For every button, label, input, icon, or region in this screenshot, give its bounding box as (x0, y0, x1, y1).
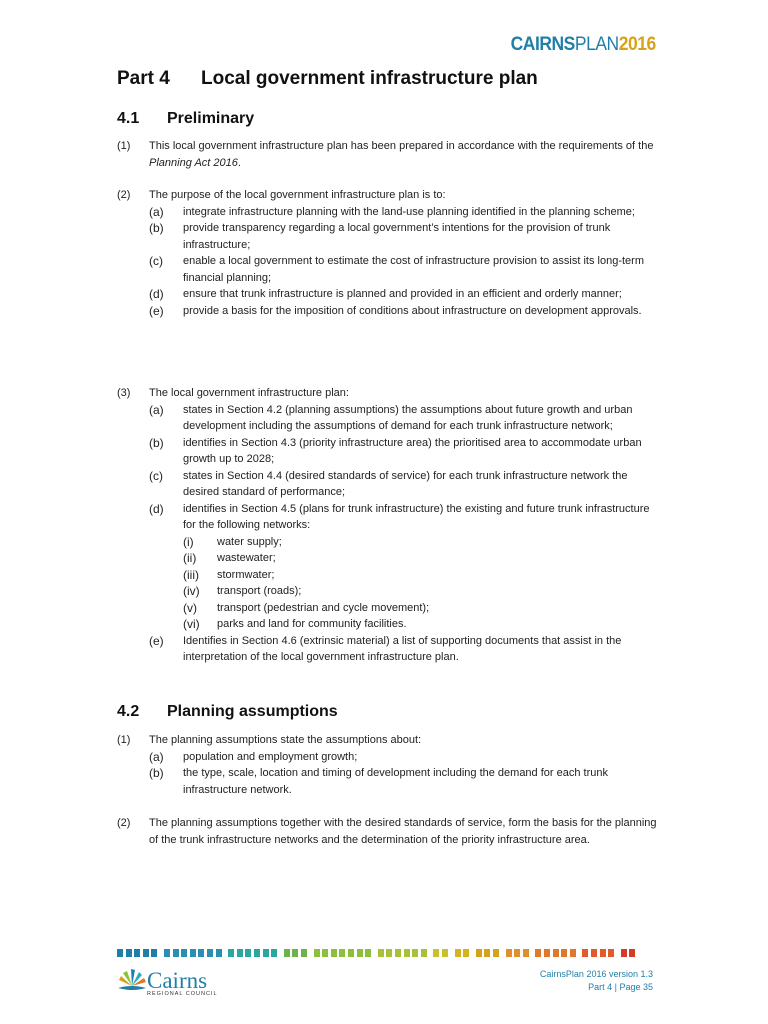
colour-square (151, 949, 157, 957)
list-item: (b) provide transparency regarding a local government’s intentions for the provision of trunk infrastructure; (149, 221, 611, 251)
colour-square (245, 949, 251, 957)
colour-square (181, 949, 187, 957)
colour-square (357, 949, 363, 957)
network-item: (v) transport (pedestrian and cycle movement); (183, 600, 430, 615)
list-item: (b) the type, scale, location and timing of development including the demand for each trunk infrastructure network. (149, 766, 608, 796)
colour-square (535, 949, 541, 957)
paragraph-3: (3) The local government infrastructure plan: (a) states in Section 4.2 (planning assumptions) the assumptions about future growth and urban development including the assumptions of demand for each trunk infrastructure network; (b) identifies in Section 4.3 (priority infrastructure area) the prioritised area to accommodate urban growth up to 2028; (c) states in Section 4.4 (desired standards of service) for each trunk infrastructure network the desired standard of performance; (d) identifies in Section 4.5 (plans for trunk infrastructure) the existing and future trunk infrastructure for the following networks: (i) water supply; (ii) wastewater; (iii) stormwater; (iv) transport (roads); (v) transport (pedestrian and cycle movement); (vi) parks and land for community facilities. (e) Identifies in Section 4.6 (extrinsic material) a list of supporting documents that assist in the interpretation of the local government infrastructure plan. (117, 385, 657, 666)
colour-square (292, 949, 298, 957)
paragraph-q1: (1) The planning assumptions state the assumptions about: (a) population and employment growth; (b) the type, scale, location and timing of development including the demand for each trunk infrastructure network. (117, 732, 657, 798)
colour-square (365, 949, 371, 957)
part-heading (117, 68, 538, 90)
colour-square (395, 949, 401, 957)
paragraph-2: (2) The purpose of the local government infrastructure plan is to: (a) integrate infrastructure planning with the land-use planning identified in the planning scheme; (b) provide transparency regarding a local government’s intentions for the provision of trunk infrastructure; (c) enable a local government to estimate the cost of infrastructure provision to assist its long-term financial planning; (d) ensure that trunk infrastructure is planned and provided in an efficient and orderly manner; (e) provide a basis for the imposition of conditions about infrastructure on development approvals. (117, 187, 657, 319)
list-item: (c) states in Section 4.4 (desired standards of service) for each trunk infrastructure network the desired standard of performance; (149, 468, 628, 498)
colour-square (591, 949, 597, 957)
colour-square (404, 949, 410, 957)
list-item: (b) identifies in Section 4.3 (priority infrastructure area) the prioritised area to accommodate urban growth up to 2028; (149, 435, 642, 465)
colour-square (386, 949, 392, 957)
colour-square (134, 949, 140, 957)
colour-square (514, 949, 520, 957)
paragraph-q2: (2) The planning assumptions together with the desired standards of service, form the basis for the planning of the trunk infrastructure networks and the determination of the priority infrastructure area. (117, 817, 657, 846)
network-item: (vi) parks and land for community facilities. (183, 617, 407, 631)
colour-square (506, 949, 512, 957)
colour-square (493, 949, 499, 957)
colour-square (271, 949, 277, 957)
colour-square (582, 949, 588, 957)
network-item: (ii) wastewater; (183, 551, 276, 565)
colour-square (301, 949, 307, 957)
part-title: Local government infrastructure plan (201, 68, 538, 89)
list-item: (d) ensure that trunk infrastructure is planned and provided in an efficient and orderly manner; (149, 287, 622, 301)
colour-square (173, 949, 179, 957)
list-item: (d) identifies in Section 4.5 (plans for trunk infrastructure) the existing and future trunk infrastructure for the following networks: (149, 501, 650, 531)
colour-square (254, 949, 260, 957)
network-item: (iii) stormwater; (183, 567, 275, 582)
colour-square (339, 949, 345, 957)
colour-square (484, 949, 490, 957)
colour-square (228, 949, 234, 957)
list-item: (a) states in Section 4.2 (planning assumptions) the assumptions about future growth and urban development including the assumptions of demand for each trunk infrastructure network; (149, 402, 633, 432)
version-text: CairnsPlan 2016 version 1.3 (539, 969, 653, 979)
list-item: (c) enable a local government to estimate the cost of infrastructure provision to assist its long-term financial planning; (149, 254, 644, 284)
colour-square (463, 949, 469, 957)
colour-square (164, 949, 170, 957)
colour-square (455, 949, 461, 957)
part-number: Part 4 (117, 68, 170, 89)
colour-square (608, 949, 614, 957)
colour-square (412, 949, 418, 957)
colour-square (216, 949, 222, 957)
colour-square (523, 949, 529, 957)
colour-square (143, 949, 149, 957)
colour-square (314, 949, 320, 957)
colour-square (421, 949, 427, 957)
list-item: (a) integrate infrastructure planning with the land-use planning identified in the planning scheme; (149, 204, 635, 219)
colour-square (544, 949, 550, 957)
colour-square (570, 949, 576, 957)
colour-square (126, 949, 132, 957)
colour-square (284, 949, 290, 957)
list-item: (e) Identifies in Section 4.6 (extrinsic material) a list of supporting documents that assist in the interpretation of the local government infrastructure plan. (149, 633, 622, 663)
list-item: (e) provide a basis for the imposition of conditions about infrastructure on development approvals. (149, 303, 642, 318)
paragraph-1: (1) This local government infrastructure plan has been prepared in accordance with the requirements of the Planning Act 2016. (117, 140, 654, 169)
colour-square (442, 949, 448, 957)
colour-square (322, 949, 328, 957)
colour-square (198, 949, 204, 957)
section-heading-4-1: 4.1 Preliminary (117, 110, 255, 127)
network-item: (iv) transport (roads); (183, 584, 302, 598)
colour-square (621, 949, 627, 957)
colour-square (237, 949, 243, 957)
network-item: (i) water supply; (183, 534, 282, 549)
list-item: (a) population and employment growth; (149, 749, 358, 764)
colour-square (433, 949, 439, 957)
colour-square (553, 949, 559, 957)
colour-square (561, 949, 567, 957)
colour-square (190, 949, 196, 957)
brand-logo: CAIRNSPLAN2016 (510, 34, 656, 55)
page-number: Part 4 | Page 35 (588, 982, 653, 992)
colour-square (378, 949, 384, 957)
colour-square (348, 949, 354, 957)
colour-square (263, 949, 269, 957)
section-heading-4-2: 4.2 Planning assumptions (117, 703, 338, 720)
colour-square (207, 949, 213, 957)
colour-square (629, 949, 635, 957)
council-logo: Cairns REGIONAL COUNCIL (117, 966, 227, 1000)
colour-square (476, 949, 482, 957)
sunburst-icon (117, 966, 147, 998)
page-footer (540, 968, 653, 994)
colour-squares-band (117, 949, 653, 961)
colour-square (331, 949, 337, 957)
colour-square (600, 949, 606, 957)
colour-square (117, 949, 123, 957)
